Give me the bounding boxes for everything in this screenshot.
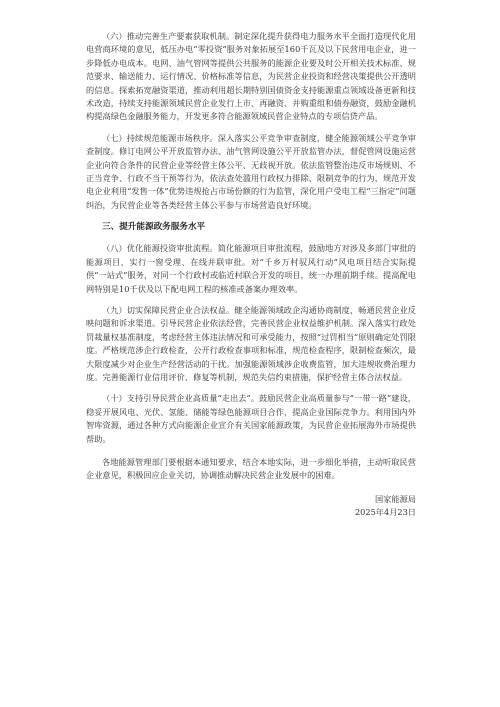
paragraph-10: （十）支持引导民营企业高质量“走出去”。鼓励民营企业高质量参与“一带一路”建设，稳妥开展风电、光伏、氢能、储能等绿色能源项目合作，提高企业国际竞争力。利用国内外智库资源，通过各种方式向能源企业宣介有关国家能源政策，为民营企业拓展海外市场提供帮助。 <box>86 393 416 444</box>
signature-block <box>86 493 416 520</box>
paragraph-8: （八）优化能源投资审批流程。简化能源项目审批流程，鼓励地方对涉及多部门审批的能源项目，实行一窗受理、在线并联审批。对“千乡万村驭风行动”风电项目结合实际提供“一站式”服务，对同一个行政村或临近村联合开发的项目，统一办理前期手续。提高配电网特别是10千伏及以下配电网工程的核准或备案办理效率。 <box>86 243 416 294</box>
document-body <box>86 30 416 520</box>
issuer-name: 国家能源局 <box>375 493 416 504</box>
closing-paragraph: 各地能源管理部门要根据本通知要求，结合本地实际，进一步细化举措，主动听取民营企业意见，积极回应企业关切，协调推动解决民营企业发展中的困难。 <box>86 456 416 481</box>
section-heading: 三、提升能源政务服务水平 <box>102 222 206 233</box>
paragraph-6: （六）推动完善生产要素获取机制。制定深化提升获得电力服务水平全面打造现代化用电营商环境的意见，低压办电“零投资”服务对象拓展至160千瓦及以下民营用电企业，进一步降低办电成本。电网、油气管网等提供公共服务的能源企业要及时公开相关技术标准、规范要求、输送能力、运行情况、价格标准等信息，为民营企业投资和经营决策提供公开透明的信息。探索拓宽融资渠道，推动利用超长期特别国债资金支持能源重点领域设备更新和技术改造，持续支持能源领域民营企业发行上市、再融资、并购重组和债券融资，鼓励金融机构提高绿色金融服务能力，开发更多符合能源领域民营企业特点的专项信贷产品。 <box>86 31 416 122</box>
issue-date: 2025年4月23日 <box>354 507 416 518</box>
paragraph-9: （九）切实保障民营企业合法权益。健全能源领域政企沟通协商制度，畅通民营企业反映问题和诉求渠道。引导民营企业依法经营，完善民营企业权益维护机制。深入落实行政处罚裁量权基准制度，考虑经营主体违法情况和可承受能力，按照“过罚相当”原则确定处罚限度。严格规范涉企行政检查，公开行政检查事项和标准，规范检查程序，限制检查频次，最大限度减少对企业生产经营活动的干扰。加强能源领域涉企收费监管，加大违规收费治理力度。完善能源行业信用评价、修复等机制，规范失信约束措施，保护经营主体合法权益。 <box>86 304 416 382</box>
paragraph-7: （七）持续规范能源市场秩序。深入落实公平竞争审查制度，健全能源领域公平竞争审查制度。修订电网公平开放监管办法、油气管网设施公平开放监管办法，督促管网设施运营企业向符合条件的民营企业等经营主体公平、无歧视开放。依法监管整治违反市场规则、不正当竞争、行政不当干预等行为，依法查处滥用行政权力排除、限制竞争的行为，规范开发电企业利用“发售一体”优势违规抢占市场份额的行为监管，深化用户受电工程“三指定”问题纠治，为民营企业等各类经营主体公平参与市场营造良好环境。 <box>86 132 416 210</box>
